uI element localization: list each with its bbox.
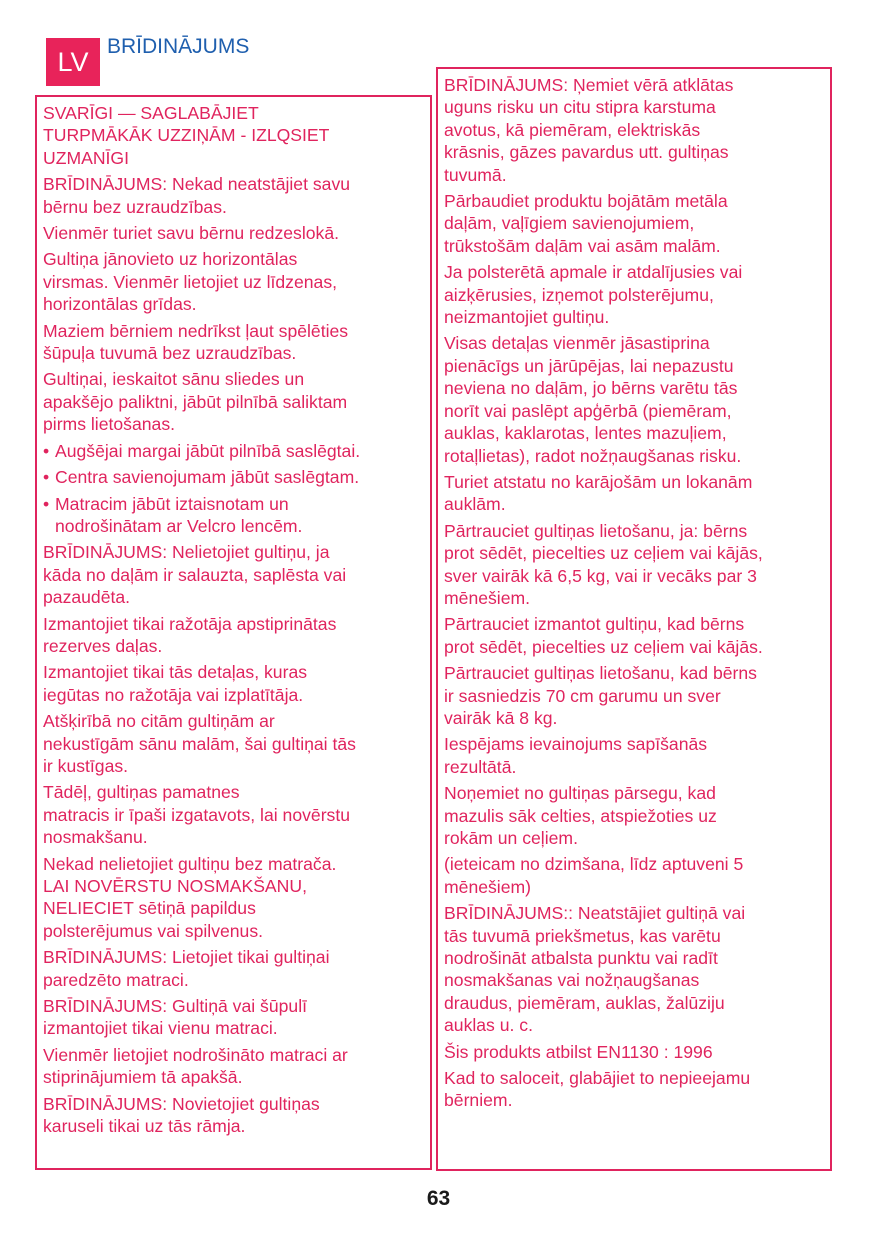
bullet-text: Centra savienojumam jābūt saslēgtam. (55, 467, 360, 488)
bullet-dot-icon: • (43, 467, 50, 488)
warning-paragraph: Šis produkts atbilst EN1130 : 1996 (444, 1041, 713, 1062)
bullet-item (43, 466, 422, 488)
warning-paragraph: Visas detaļas vienmēr jāsastiprina pienācīgs un jārūpējas, lai nepazustu neviena no daļām, jo bērns varētu tās norīt vai paslēpt apģērbā (piemēram, auklas, kaklarotas, lentes mazuļiem, rotaļlietas), radot nožņaugšanas risku. (444, 333, 742, 466)
warning-paragraph: Maziem bērniem nedrīkst ļaut spēlēties šūpuļa tuvumā bez uzraudzības. (43, 320, 349, 364)
warning-paragraph: BRĪDINĀJUMS: Nelietojiet gultiņu, ja kāda no daļām ir salauzta, saplēsta vai pazaudēta. (43, 542, 347, 608)
warning-paragraph: Atšķirībā no citām gultiņām ar nekustīgām sānu malām, šai gultiņai tās ir kustīgas. (43, 711, 356, 776)
warning-paragraph: Gultiņai, ieskaitot sānu sliedes un apakšējo paliktni, jābūt pilnībā saliktam pirms lietošanas. (43, 369, 348, 435)
warning-paragraph: Tādēļ, gultiņas pamatnes matracis ir īpaši izgatavots, lai novērstu nosmakšanu. (43, 782, 351, 848)
warning-paragraph: Pārbaudiet produktu bojātām metāla daļām, vaļīgiem savienojumiem, trūkstošām daļām vai asām malām. (444, 191, 728, 256)
bullet-dot-icon: • (43, 493, 50, 514)
warning-paragraph: LAI NOVĒRSTU NOSMAKŠANU, NELIECIET sētiņā papildus polsterējumus vai spilvenus. (43, 876, 307, 941)
bullet-text: Matracim jābūt iztaisnotam un nodrošinātam ar Velcro lencēm. (55, 493, 303, 536)
bullet-item (43, 493, 422, 538)
warning-paragraph: Vienmēr turiet savu bērnu redzeslokā. (43, 223, 339, 244)
warning-paragraph: BRĪDINĀJUMS:: Neatstājiet gultiņā vai tās tuvumā priekšmetus, kas varētu nodrošināt atbalsta punktu vai radīt nosmakšanas vai nožņaugšanas draudus, piemēram, auklas, žalūziju auklas u. c. (444, 903, 746, 1036)
warning-paragraph: Izmantojiet tikai tās detaļas, kuras iegūtas no ražotāja vai izplatītāja. (43, 662, 308, 705)
warning-paragraph: Pārtrauciet gultiņas lietošanu, kad bērns ir sasniedzis 70 cm garumu un sver vairāk kā 8 kg. (444, 663, 757, 728)
important-notice: SVARĪGI — SAGLABĀJIET TURPMĀKĀK UZZIŅĀM - IZLQSIET UZMANĪGI (43, 103, 330, 168)
warning-paragraph: Vienmēr lietojiet nodrošināto matraci ar stiprinājumiem tā apakšā. (43, 1044, 348, 1088)
warning-paragraph: Gultiņa jānovieto uz horizontālas virsmas. Vienmēr lietojiet uz līdzenas, horizontālas grīdas. (43, 249, 337, 315)
warning-paragraph: Izmantojiet tikai ražotāja apstiprinātas rezerves daļas. (43, 613, 337, 656)
left-warning-column (35, 95, 432, 1170)
bullet-text: Augšējai margai jābūt pilnībā saslēgtai. (55, 440, 361, 461)
warning-paragraph: Pārtrauciet gultiņas lietošanu, ja: bērns prot sēdēt, piecelties uz ceļiem vai kājās, sver vairāk kā 6,5 kg, vai ir vecāks par 3 mēnešiem. (444, 520, 763, 608)
warning-paragraph: BRĪDINĀJUMS: Gultiņā vai šūpulī izmantojiet tikai vienu matraci. (43, 996, 307, 1039)
page-title: BRĪDINĀJUMS (107, 35, 250, 58)
warning-paragraph: Kad to saloceit, glabājiet to nepieejamu bērniem. (444, 1068, 751, 1111)
language-badge: LV (46, 38, 100, 86)
right-warning-column (436, 67, 832, 1171)
warning-paragraph: Iespējams ievainojums sapīšanās rezultātā. (444, 734, 708, 777)
warning-paragraph: (ieteicam no dzimšana, līdz aptuveni 5 mēnešiem) (444, 854, 744, 897)
warning-paragraph: Ja polsterētā apmale ir atdalījusies vai aizķērusies, izņemot polsterējumu, neizmantojiet gultiņu. (444, 262, 743, 328)
bullet-dot-icon: • (43, 440, 50, 461)
warning-paragraph: Nekad nelietojiet gultiņu bez matrača. (43, 853, 337, 874)
warning-paragraph: BRĪDINĀJUMS: Nekad neatstājiet savu bērnu bez uzraudzības. (43, 174, 351, 217)
warning-paragraph: BRĪDINĀJUMS: Novietojiet gultiņas karuseli tikai uz tās rāmja. (43, 1093, 320, 1137)
warning-paragraph: Noņemiet no gultiņas pārsegu, kad mazulis sāk celties, atspiežoties uz rokām un ceļiem. (444, 783, 717, 848)
page-number: 63 (426, 1187, 451, 1210)
warning-paragraph: Pārtrauciet izmantot gultiņu, kad bērns prot sēdēt, piecelties uz ceļiem vai kājās. (444, 614, 763, 657)
warning-paragraph: Turiet atstatu no karājošām un lokanām auklām. (444, 471, 753, 515)
warning-paragraph: BRĪDINĀJUMS: Ņemiet vērā atklātas uguns risku un citu stipra karstuma avotus, kā piemēram, elektriskās krāsnis, gāzes pavardus utt. gultiņas tuvumā. (444, 75, 734, 185)
bullet-item (43, 440, 422, 462)
warning-paragraph: BRĪDINĀJUMS: Lietojiet tikai gultiņai paredzēto matraci. (43, 947, 330, 990)
